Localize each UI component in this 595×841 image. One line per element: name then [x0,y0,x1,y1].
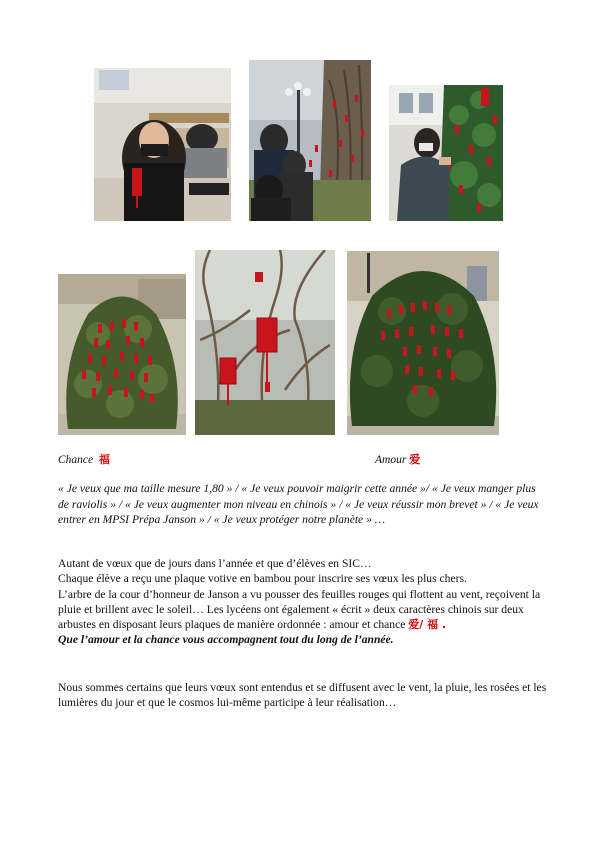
body-line-intro: Autant de vœux que de jours dans l’année et que d’élèves en SIC… [58,557,372,570]
photo-red-plaques-closeup [195,250,335,435]
caption-amour [375,451,420,467]
caption-chance-character: 福 [98,453,110,466]
body-line-tree [58,587,548,633]
body-tree-text: L’arbre de la cour d’honneur de Janson a vu pousser des feuilles rouges qui flottent au vent, reçoivent la pluie et brillent avec le soleil… Les lycéens ont également « écrit » deux caractères chinois sur deux arbustes en disposant leurs plaques de manière ordonnée : amour et chance [58,587,541,632]
photo-shrub-chance-character [58,274,186,435]
wishes-quotes: « Je veux que ma taille mesure 1,80 » / « Je veux pouvoir maigrir cette année »/ « Je veux manger plus de raviolis » / « Je veux augmenter mon niveau en chinois » / « Je veux réussir mon brevet » / « Je veux entrer en MPSI Prépa Janson » / « Je veux protéger notre planète » … [58,482,539,526]
closing-paragraph: Nous sommes certains que leurs vœux sont entendus et se diffusent avec le vent, la pluie, les rosées et les lumières du jour et que le cosmos lui-même participe à leur réalisation… [58,681,547,710]
body-blessing: Que l’amour et la chance vous accompagnent tout du long de l’année. [58,633,394,647]
caption-chance-label: Chance [58,454,94,466]
photo-students-hanging-plaques-outdoors [249,60,371,221]
photo-shrub-amour-character [347,251,499,435]
photo-classroom-student-with-red-plaque [94,68,231,221]
photo-student-hanging-plaque-on-hedge [389,85,503,221]
body-chinese-characters: 爱/ 福 . [408,618,447,632]
body-text [58,556,548,648]
caption-chance [58,451,110,467]
caption-amour-label: Amour [375,454,407,466]
caption-amour-character: 爱 [409,453,421,466]
body-line-plaque: Chaque élève a reçu une plaque votive en bambou pour inscrire ses vœux les plus chers. [58,572,467,586]
